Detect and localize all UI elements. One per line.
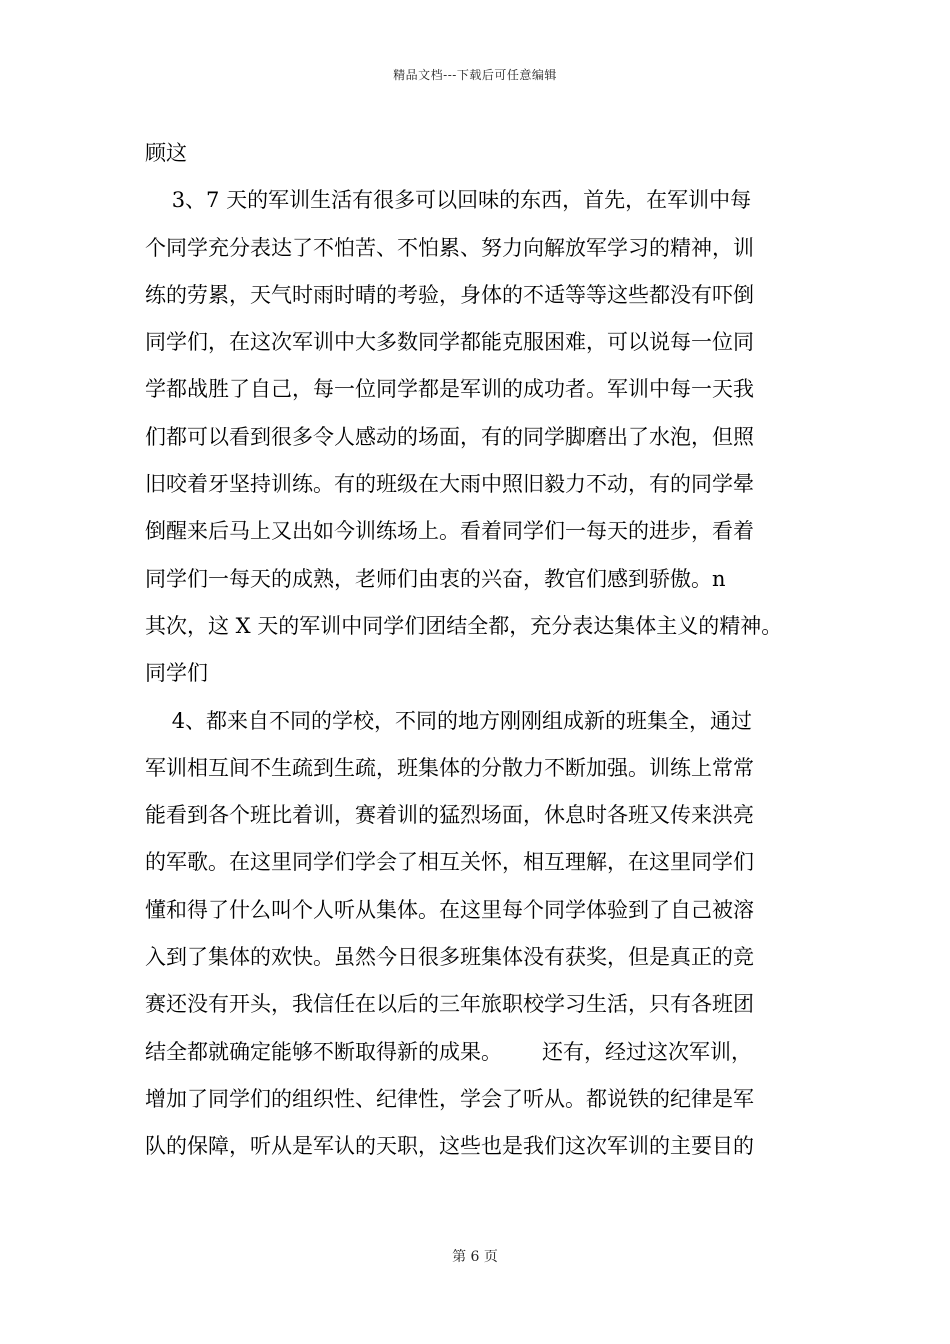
page-footer-number: 第 6 页 — [452, 1249, 498, 1265]
text-line: 同学们，在这次军训中大多数同学都能克服困难，可以说每一位同 — [145, 330, 754, 355]
body-text — [145, 130, 825, 1171]
text-line: 练的劳累，天气时雨时晴的考验，身体的不适等等这些都没有吓倒 — [145, 282, 754, 307]
text-line: 军训相互间不生疏到生疏，班集体的分散力不断加强。训练上常常 — [145, 755, 754, 780]
text-line: 队的保障，听从是军认的天职，这些也是我们这次军训的主要目的 — [145, 1134, 754, 1159]
text-line: 结全都就确定能够不断取得新的成果。 还有，经过这次军训， — [145, 1039, 753, 1064]
text-line: 赛还没有开头，我信任在以后的三年旅职校学习生活，只有各班团 — [145, 992, 754, 1017]
text-line: 顾这 — [145, 141, 187, 165]
text-line: 倒醒来后马上又出如今训练场上。看着同学们一每天的进步，看着 — [145, 519, 754, 544]
text-line: 其次，这 X 天的军训中同学们团结全都，充分表达集体主义的精神。 — [145, 613, 783, 638]
text-line: 4、都来自不同的学校，不同的地方刚刚组成新的班集全，通过 — [145, 708, 753, 733]
page-header: 精品文档---下载后可任意编辑 — [393, 68, 557, 82]
text-line: 3、7 天的军训生活有很多可以回味的东西，首先，在军训中每 — [145, 188, 752, 213]
text-line: 能看到各个班比着训，赛着训的猛烈场面，休息时各班又传来洪亮 — [145, 803, 754, 828]
text-line: 们都可以看到很多令人感动的场面，有的同学脚磨出了水泡，但照 — [145, 424, 754, 449]
text-line: 同学们一每天的成熟，老师们由衷的兴奋，教官们感到骄傲。n — [145, 566, 726, 591]
text-line: 入到了集体的欢快。虽然今日很多班集体没有获奖，但是真正的竞 — [145, 945, 754, 970]
text-line: 懂和得了什么叫个人听从集体。在这里每个同学体验到了自己被溶 — [145, 897, 754, 922]
text-line: 学都战胜了自己，每一位同学都是军训的成功者。军训中每一天我 — [145, 377, 754, 402]
text-line: 同学们 — [145, 661, 208, 686]
text-line: 个同学充分表达了不怕苦、不怕累、努力向解放军学习的精神，训 — [145, 235, 754, 260]
text-line: 旧咬着牙坚持训练。有的班级在大雨中照旧毅力不动，有的同学晕 — [145, 472, 754, 497]
text-line: 的军歌。在这里同学们学会了相互关怀，相互理解，在这里同学们 — [145, 850, 754, 875]
text-line: 增加了同学们的组织性、纪律性，学会了听从。都说铁的纪律是军 — [145, 1086, 754, 1111]
